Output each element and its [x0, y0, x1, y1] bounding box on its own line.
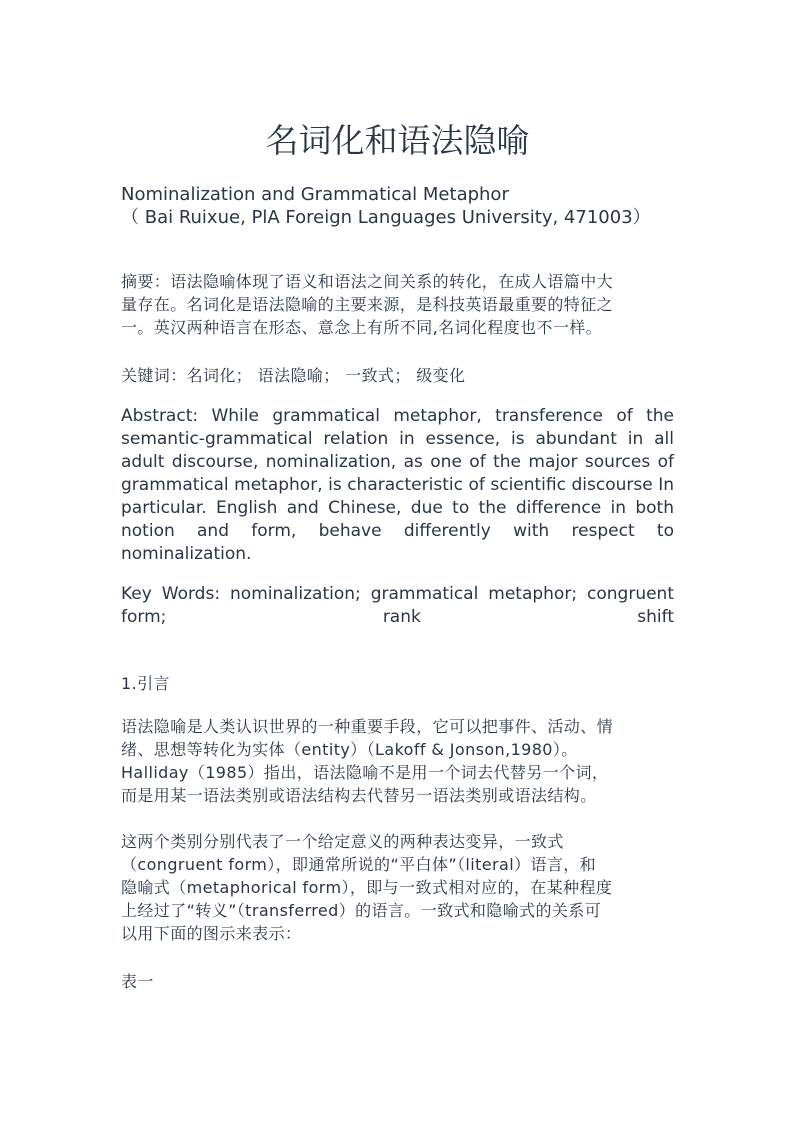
english-keywords: Key Words: nominalization; grammatical metaphor; congruent form; rank shift — [121, 584, 674, 627]
section-heading: 1.引言 — [121, 674, 170, 693]
table-label: 表一 — [121, 972, 154, 991]
paragraph-line: 绪、思想等转化为实体（entity）（Lakoff & Jonson,1980）。 — [121, 740, 578, 759]
english-title: Nominalization and Grammatical Metaphor — [121, 184, 509, 205]
paragraph-line: （congruent form），即通常所说的“平白体”（literal）语言，和 — [121, 855, 597, 874]
paragraph-intro — [121, 715, 674, 807]
english-abstract: Abstract: While grammatical metaphor, transference of the semantic-grammatical relation in essence, is abundant in all adult discourse, nominalization, as one of the major sources of grammatical metaphor, is characteristic of scientific discourse In particular. English and Chinese, due to the difference in both notion and form, behave differently with respect to nominalization. — [121, 406, 674, 564]
paragraph-line: Halliday（1985）指出，语法隐喻不是用一个词去代替另一个词， — [121, 763, 609, 782]
paragraph-forms — [121, 830, 674, 945]
paragraph-line: 语法隐喻是人类认识世界的一种重要手段，它可以把事件、活动、情 — [121, 717, 614, 736]
abstract-line: 量存在。名词化是语法隐喻的主要来源，是科技英语最重要的特征之 — [121, 295, 614, 314]
paragraph-line: 上经过了“转义”（transferred）的语言。一致式和隐喻式的关系可 — [121, 901, 602, 920]
paragraph-line: 以用下面的图示来表示： — [121, 924, 302, 943]
chinese-abstract — [121, 270, 674, 339]
abstract-line: 摘要：语法隐喻体现了语义和语法之间关系的转化，在成人语篇中大 — [121, 272, 614, 291]
paragraph-line: 这两个类别分别代表了一个给定意义的两种表达变异，一致式 — [121, 832, 564, 851]
paragraph-line: 隐喻式（metaphorical form），即与一致式相对应的，在某种程度 — [121, 878, 613, 897]
author-affiliation: （ Bai Ruixue, PlA Foreign Languages University, 471003） — [121, 207, 651, 228]
page-title: 名词化和语法隐喻 — [265, 121, 530, 160]
paragraph-line: 而是用某一语法类别或语法结构去代替另一语法类别或语法结构。 — [121, 786, 597, 805]
abstract-line: 一。英汉两种语言在形态、意念上有所不同,名词化程度也不一样。 — [121, 318, 603, 337]
chinese-keywords: 关键词：名词化； 语法隐喻； 一致式； 级变化 — [121, 366, 466, 385]
